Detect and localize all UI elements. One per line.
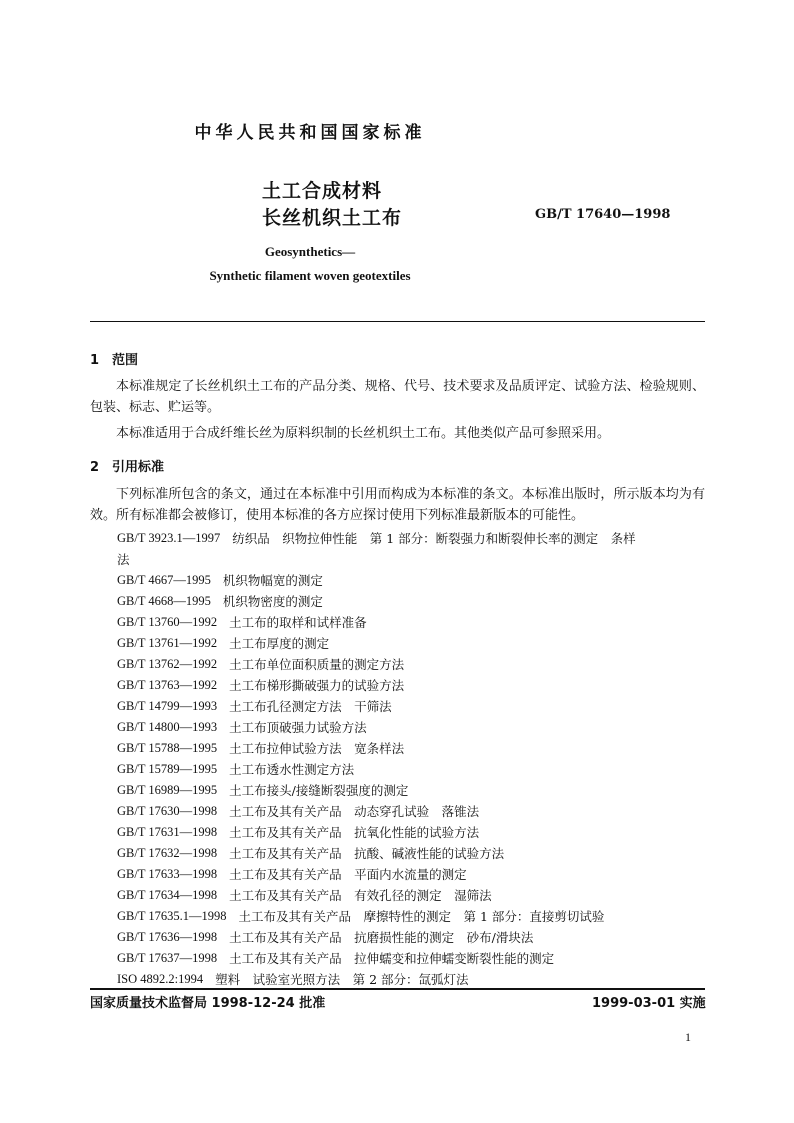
reference-code: GB/T 13760—1992 xyxy=(117,615,218,629)
implementation-date: 1999-03-01 实施 xyxy=(592,996,706,1011)
reference-code: GB/T 17636—1998 xyxy=(117,930,218,944)
reference-title: 土工布及其有关产品 动态穿孔试验 落锥法 xyxy=(229,804,480,819)
reference-title: 纺织品 织物拉伸性能 第 1 部分：断裂强力和断裂伸长率的测定 条样 xyxy=(232,531,636,546)
reference-title: 土工布厚度的测定 xyxy=(229,636,330,651)
reference-title: 土工布接头/接缝断裂强度的测定 xyxy=(229,783,409,798)
reference-code: GB/T 16989—1995 xyxy=(117,783,218,797)
header-divider xyxy=(90,321,705,322)
reference-title: 土工布透水性测定方法 xyxy=(229,762,355,777)
reference-code: GB/T 14799—1993 xyxy=(117,699,218,713)
reference-code: GB/T 13762—1992 xyxy=(117,657,218,671)
english-title-line-2: Synthetic filament woven geotextiles xyxy=(209,268,411,283)
reference-item xyxy=(117,528,707,549)
footer-divider xyxy=(90,988,705,990)
reference-code: GB/T 17632—1998 xyxy=(117,846,218,860)
reference-title: 土工布及其有关产品 有效孔径的测定 湿筛法 xyxy=(229,888,492,903)
reference-code: GB/T 13761—1992 xyxy=(117,636,218,650)
reference-title: 土工布及其有关产品 摩擦特性的测定 第 1 部分：直接剪切试验 xyxy=(238,909,605,924)
reference-title: 土工布顶破强力试验方法 xyxy=(229,720,367,735)
page-number: 1 xyxy=(685,1030,691,1044)
reference-title: 土工布孔径测定方法 干筛法 xyxy=(229,699,392,714)
reference-title: 塑料 试验室光照方法 第 2 部分：氙弧灯法 xyxy=(215,972,469,987)
reference-code: GB/T 4668—1995 xyxy=(117,594,211,608)
reference-code: GB/T 3923.1—1997 xyxy=(117,531,221,545)
reference-item xyxy=(117,591,707,612)
reference-item xyxy=(117,822,707,843)
reference-item xyxy=(117,738,707,759)
reference-item xyxy=(117,927,707,948)
reference-code: ISO 4892.2:1994 xyxy=(117,972,204,986)
reference-item xyxy=(117,801,707,822)
section-2-heading: 2 引用标准 xyxy=(90,460,165,475)
reference-code: GB/T 17630—1998 xyxy=(117,804,218,818)
national-standard-header: 中华人民共和国国家标准 xyxy=(194,123,426,143)
reference-item xyxy=(117,948,707,969)
reference-item xyxy=(117,675,707,696)
reference-code: GB/T 17634—1998 xyxy=(117,888,218,902)
reference-code: GB/T 15789—1995 xyxy=(117,762,218,776)
reference-item xyxy=(117,843,707,864)
title-line-1: 土工合成材料 xyxy=(262,180,383,202)
reference-item xyxy=(117,906,707,927)
reference-item xyxy=(117,969,707,990)
section-2-paragraph-1: 下列标准所包含的条文，通过在本标准中引用而构成为本标准的条文。本标准出版时，所示版本均为有效。所有标准都会被修订，使用本标准的各方应探讨使用下列标准最新版本的可能性。 xyxy=(90,487,705,523)
reference-code: GB/T 15788—1995 xyxy=(117,741,218,755)
reference-title: 土工布的取样和试样准备 xyxy=(229,615,367,630)
reference-code: GB/T 17633—1998 xyxy=(117,867,218,881)
reference-title: 土工布及其有关产品 抗磨损性能的测定 砂布/滑块法 xyxy=(229,930,534,945)
reference-title: 土工布单位面积质量的测定方法 xyxy=(229,657,405,672)
section-1-heading: 1 范围 xyxy=(90,353,139,368)
reference-code: GB/T 14800—1993 xyxy=(117,720,218,734)
reference-item xyxy=(117,612,707,633)
reference-code: GB/T 17631—1998 xyxy=(117,825,218,839)
english-title-line-1: Geosynthetics— xyxy=(264,244,356,259)
reference-list xyxy=(117,528,707,990)
reference-title: 机织物密度的测定 xyxy=(222,594,323,609)
reference-item xyxy=(117,633,707,654)
reference-title: 土工布及其有关产品 拉伸蠕变和拉伸蠕变断裂性能的测定 xyxy=(229,951,555,966)
reference-title: 土工布及其有关产品 抗氧化性能的试验方法 xyxy=(229,825,480,840)
reference-code: GB/T 17635.1—1998 xyxy=(117,909,227,923)
reference-item xyxy=(117,780,707,801)
reference-item xyxy=(117,885,707,906)
section-1-paragraph-2: 本标准适用于合成纤维长丝为原料织制的长丝机织土工布。其他类似产品可参照采用。 xyxy=(116,426,611,441)
title-line-2: 长丝机织土工布 xyxy=(262,207,403,229)
reference-item xyxy=(117,570,707,591)
reference-item xyxy=(117,696,707,717)
reference-title: 土工布及其有关产品 平面内水流量的测定 xyxy=(229,867,467,882)
reference-title: 土工布拉伸试验方法 宽条样法 xyxy=(229,741,405,756)
reference-code: GB/T 17637—1998 xyxy=(117,951,218,965)
reference-title-continuation: 法 xyxy=(117,552,130,567)
reference-code: GB/T 4667—1995 xyxy=(117,573,211,587)
reference-title: 土工布及其有关产品 抗酸、碱液性能的试验方法 xyxy=(229,846,505,861)
reference-title: 土工布梯形撕破强力的试验方法 xyxy=(229,678,405,693)
reference-item xyxy=(117,717,707,738)
standard-code: GB/T 17640—1998 xyxy=(535,207,671,222)
reference-code: GB/T 13763—1992 xyxy=(117,678,218,692)
section-1-paragraph-1: 本标准规定了长丝机织土工布的产品分类、规格、代号、技术要求及品质评定、试验方法、检验规则、包装、标志、贮运等。 xyxy=(90,379,705,415)
approval-date: 国家质量技术监督局 1998-12-24 批准 xyxy=(90,996,326,1011)
reference-item xyxy=(117,864,707,885)
reference-item xyxy=(117,654,707,675)
reference-title: 机织物幅宽的测定 xyxy=(222,573,323,588)
reference-item xyxy=(117,759,707,780)
